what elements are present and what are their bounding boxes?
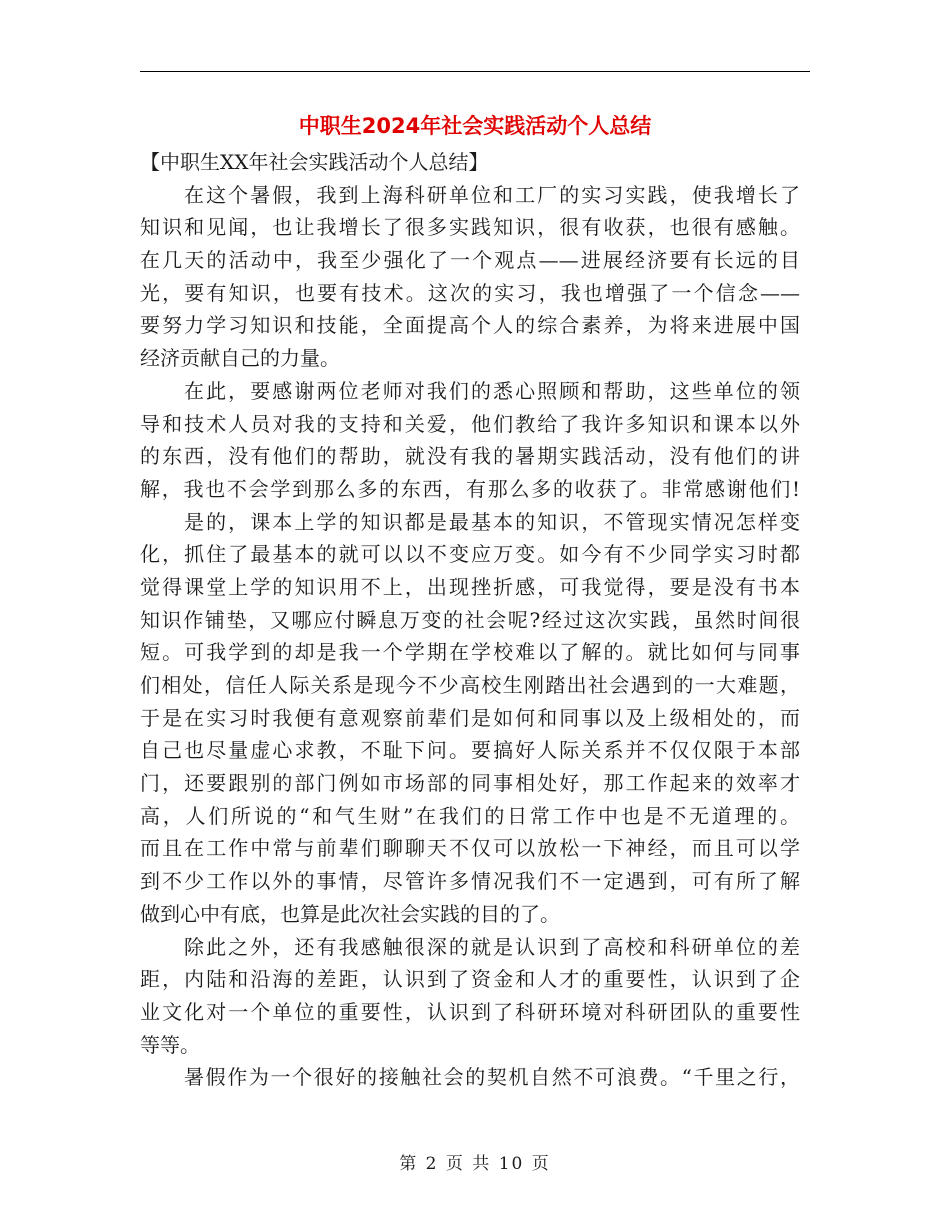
text-line: 解，我也不会学到那么多的东西，有那么多的收获了。非常感谢他们! [140,476,800,501]
text-line: 到不少工作以外的事情，尽管许多情况我们不一定遇到，可有所了解 [140,869,800,894]
text-line: 是的，课本上学的知识都是最基本的知识，不管现实情况怎样变 [184,509,800,534]
text-line: 要努力学习知识和技能，全面提高个人的综合素养，为将来进展中国 [140,313,800,338]
text-line: 除此之外，还有我感触很深的就是认识到了高校和科研单位的差 [184,934,800,959]
text-line: 做到心中有底，也算是此次社会实践的目的了。 [140,901,560,926]
text-line: 在这个暑假，我到上海科研单位和工厂的实习实践，使我增长了 [184,182,800,207]
document-title: 中职生2024年社会实践活动个人总结 [298,114,652,138]
text-line: 暑假作为一个很好的接触社会的契机自然不可浪费。“千里之行， [184,1065,800,1090]
text-line: 在此，要感谢两位老师对我们的悉心照顾和帮助，这些单位的领 [184,378,800,403]
text-line: 们相处，信任人际关系是现今不少高校生刚踏出社会遇到的一大难题， [140,673,800,697]
text-line: 而且在工作中常与前辈们聊聊天不仅可以放松一下神经，而且可以学 [140,836,800,861]
page-number-footer: 第 2 页 共 10 页 [399,1154,551,1174]
text-line: 【中职生XX年社会实践活动个人总结】 [140,150,489,174]
text-line: 等等。 [140,1032,200,1057]
text-line: 距，内陆和沿海的差距，认识到了资金和人才的重要性，认识到了企 [140,967,800,992]
text-line: 在几天的活动中，我至少强化了一个观点——进展经济要有长远的目 [140,248,800,273]
text-line: 短。可我学到的却是我一个学期在学校难以了解的。就比如何与同事 [140,640,800,665]
document-body [140,146,800,1094]
text-line: 自己也尽量虚心求教，不耻下问。要搞好人际关系并不仅仅限于本部 [140,738,800,763]
text-line: 导和技术人员对我的支持和关爱，他们教给了我许多知识和课本以外 [140,411,800,436]
text-line: 高，人们所说的“和气生财”在我们的日常工作中也是不无道理的。 [140,803,800,828]
text-line: 于是在实习时我便有意观察前辈们是如何和同事以及上级相处的，而 [140,705,800,730]
text-line: 门，还要跟别的部门例如市场部的同事相处好，那工作起来的效率才 [140,771,800,796]
text-line: 的东西，没有他们的帮助，就没有我的暑期实践活动，没有他们的讲 [140,444,800,469]
text-line: 知识和见闻，也让我增长了很多实践知识，很有收获，也很有感触。 [140,215,800,240]
text-line: 业文化对一个单位的重要性，认识到了科研环境对科研团队的重要性 [140,999,800,1024]
text-line: 觉得课堂上学的知识用不上，出现挫折感，可我觉得，要是没有书本 [140,574,800,599]
header-rule [140,71,810,72]
text-line: 光，要有知识，也要有技术。这次的实习，我也增强了一个信念—— [140,280,800,305]
text-line: 化，抓住了最基本的就可以以不变应万变。如今有不少同学实习时都 [140,542,800,567]
text-line: 知识作铺垫，又哪应付瞬息万变的社会呢?经过这次实践，虽然时间很 [140,607,800,632]
text-line: 经济贡献自己的力量。 [140,346,340,371]
